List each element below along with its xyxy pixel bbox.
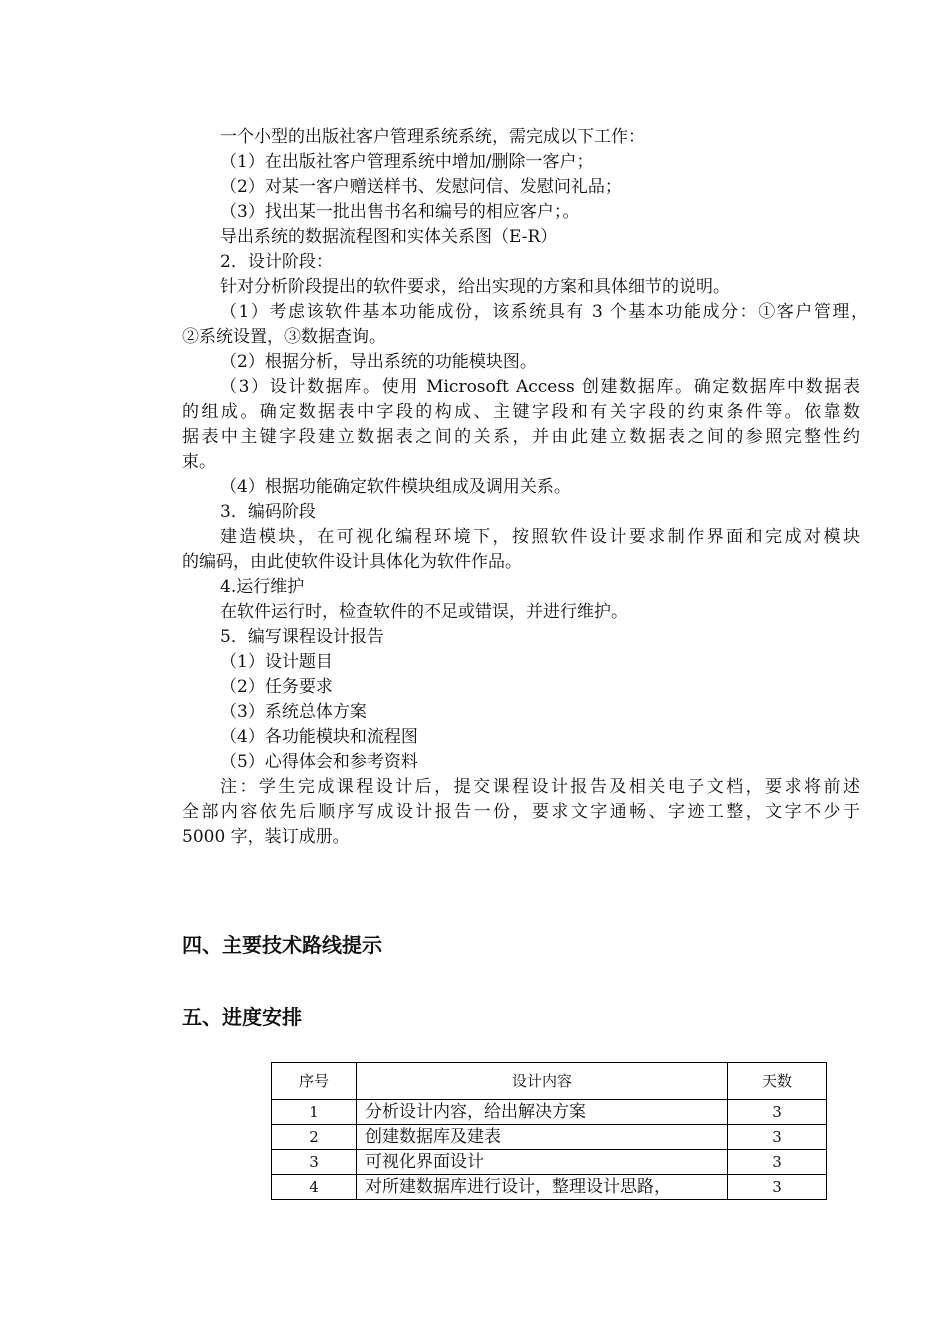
section-title: 4.运行维护	[220, 577, 305, 597]
table-cell-content: 分析设计内容，给出解决方案	[357, 1100, 728, 1125]
list-item: （1）在出版社客户管理系统中增加/删除一客户；	[220, 152, 594, 172]
list-item: （2）根据分析，导出系统的功能模块图。	[220, 352, 537, 372]
paragraph-line: 在软件运行时，检查软件的不足或错误，并进行维护。	[220, 602, 628, 622]
table-cell-content: 创建数据库及建表	[357, 1125, 728, 1150]
list-item: （4）各功能模块和流程图	[220, 727, 418, 747]
list-item: （2）对某一客户赠送样书、发慰问信、发慰问礼品；	[220, 177, 622, 197]
table-cell-days: 3	[728, 1125, 827, 1150]
list-item: （3）找出某一批出售书名和编号的相应客户；。	[220, 202, 580, 222]
list-item: （1）设计题目	[220, 652, 333, 672]
list-item: （5）心得体会和参考资料	[220, 752, 418, 772]
table-cell-number: 3	[272, 1150, 357, 1175]
table-cell-number: 2	[272, 1125, 357, 1150]
table-cell-number: 1	[272, 1100, 357, 1125]
paragraph-line: 建造模块，在可视化编程环境下，按照软件设计要求制作界面和完成对模块	[220, 527, 860, 547]
table-cell-days: 3	[728, 1150, 827, 1175]
table-header-row	[272, 1063, 827, 1100]
list-item: （3）系统总体方案	[220, 702, 367, 722]
table-row	[272, 1100, 827, 1125]
table-cell-content: 对所建数据库进行设计，整理设计思路，	[357, 1175, 728, 1200]
section-title: 3．编码阶段	[220, 502, 316, 522]
column-header-days: 天数	[728, 1063, 827, 1100]
list-item: （2）任务要求	[220, 677, 333, 697]
section-heading-tech-route: 四、主要技术路线提示	[182, 933, 382, 957]
section-heading-schedule: 五、进度安排	[182, 1005, 302, 1029]
paragraph-line: 据表中主键字段建立数据表之间的关系，并由此建立数据表之间的参照完整性约	[182, 427, 860, 447]
table-cell-number: 4	[272, 1175, 357, 1200]
list-item: （4）根据功能确定软件模块组成及调用关系。	[220, 477, 571, 497]
note-line: 注：学生完成课程设计后，提交课程设计报告及相关电子文档，要求将前述	[220, 777, 860, 797]
paragraph-line: （1）考虑该软件基本功能成份，该系统具有 3 个基本功能成分：①客户管理，	[220, 302, 868, 322]
section-title: 5．编写课程设计报告	[220, 627, 384, 647]
column-header-number: 序号	[272, 1063, 357, 1100]
schedule-table	[271, 1062, 827, 1200]
paragraph-line: ②系统设置，③数据查询。	[182, 327, 386, 347]
paragraph-line: （3）设计数据库。使用 Microsoft Access 创建数据库。确定数据库中数据表	[220, 377, 860, 397]
paragraph-line: 针对分析阶段提出的软件要求，给出实现的方案和具体细节的说明。	[220, 277, 730, 297]
table-cell-days: 3	[728, 1100, 827, 1125]
table-row	[272, 1150, 827, 1175]
paragraph-line: 一个小型的出版社客户管理系统系统，需完成以下工作：	[220, 127, 645, 147]
table-row	[272, 1175, 827, 1200]
table-cell-days: 3	[728, 1175, 827, 1200]
note-line: 全部内容依先后顺序写成设计报告一份，要求文字通畅、字迹工整，文字不少于	[182, 802, 860, 822]
note-line: 5000 字，装订成册。	[182, 827, 350, 847]
column-header-content: 设计内容	[357, 1063, 728, 1100]
table-row	[272, 1125, 827, 1150]
paragraph-line: 导出系统的数据流程图和实体关系图（E-R）	[220, 227, 558, 247]
paragraph-line: 的组成。确定数据表中字段的构成、主键字段和有关字段的约束条件等。依靠数	[182, 402, 860, 422]
paragraph-line: 的编码，由此使软件设计具体化为软件作品。	[182, 552, 522, 572]
table-cell-content: 可视化界面设计	[357, 1150, 728, 1175]
paragraph-line: 束。	[182, 452, 216, 472]
section-title: 2．设计阶段：	[220, 252, 333, 272]
